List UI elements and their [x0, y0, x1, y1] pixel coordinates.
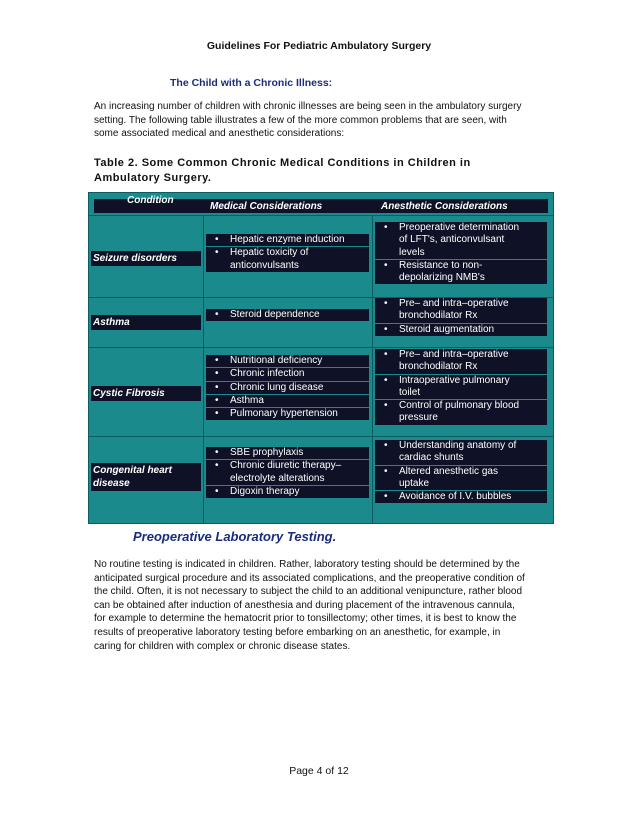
table-title-line: Table 2. Some Common Chronic Medical Conditions in Children in	[94, 157, 471, 169]
item-line: depolarizing NMB's	[399, 272, 485, 284]
item-line: Hepatic enzyme induction	[230, 234, 345, 245]
bullet-icon: •	[384, 465, 388, 477]
list-item	[375, 466, 547, 491]
list-item	[375, 440, 547, 465]
item-line: cardiac shunts	[399, 452, 464, 464]
item-line: Pulmonary hypertension	[230, 408, 338, 420]
list-item	[375, 349, 547, 374]
page-footer: Page 4 of 12	[289, 765, 349, 777]
bullet-icon: •	[384, 440, 388, 451]
bullet-icon: •	[384, 222, 388, 233]
item-line: Control of pulmonary blood	[399, 400, 520, 412]
bullet-icon: •	[384, 400, 388, 412]
condition-text: Seizure disorders	[93, 253, 177, 264]
item-line: Avoidance of I.V. bubbles	[399, 491, 512, 503]
list-item	[375, 375, 547, 400]
list-item	[375, 324, 547, 336]
intro-line: some associated medical and anesthetic considerations:	[94, 128, 345, 140]
column-divider	[203, 215, 204, 523]
body-line: results of preoperative laboratory testing before embarking on an anesthetic, for example, in	[94, 626, 501, 638]
section-subtitle: The Child with a Chronic Illness:	[170, 77, 333, 89]
bullet-icon: •	[384, 349, 388, 360]
list-item	[375, 400, 547, 425]
bullet-icon: •	[215, 408, 219, 420]
bullet-icon: •	[215, 247, 219, 259]
bullet-icon: •	[215, 309, 219, 320]
bullet-icon: •	[384, 323, 388, 335]
item-line: Chronic lung disease	[230, 381, 324, 393]
condition-cystic-fibrosis	[91, 386, 201, 401]
list-item	[206, 382, 369, 394]
body-line: No routine testing is indicated in children. Rather, laboratory testing should be determined by the	[94, 559, 520, 570]
list-item	[375, 222, 547, 259]
medical-cell	[206, 447, 369, 499]
body-line: anticipated surgical procedure and its associated complications, and the preoperative condition of	[94, 572, 525, 584]
table-title	[94, 156, 534, 185]
intro-paragraph	[94, 100, 554, 141]
condition-asthma	[91, 315, 201, 330]
medical-cell	[206, 355, 369, 421]
item-line: Pre– and intra–operative	[399, 349, 509, 360]
header-condition: Condition	[127, 195, 174, 206]
list-item	[206, 486, 369, 498]
item-line: Pre– and intra–operative	[399, 298, 509, 309]
list-item	[206, 395, 369, 407]
item-line: bronchodilator Rx	[399, 361, 478, 373]
list-item	[206, 355, 369, 367]
item-line: Chronic infection	[230, 368, 305, 380]
condition-text: Asthma	[93, 317, 130, 328]
item-line: pressure	[399, 412, 438, 424]
condition-seizure-disorders	[91, 251, 201, 266]
item-line: of LFT's, anticonvulsant	[399, 234, 505, 246]
body-line: can be obtained after induction of anesthesia and during placement of the intravenous cannula,	[94, 599, 515, 611]
item-line: Chronic diuretic therapy–	[230, 460, 342, 472]
bullet-icon: •	[215, 460, 219, 472]
item-line: toilet	[399, 386, 421, 398]
bullet-icon: •	[215, 368, 219, 380]
item-line: Asthma	[230, 394, 264, 406]
list-item	[206, 309, 369, 321]
anesthetic-cell	[375, 298, 547, 337]
bullet-icon: •	[384, 298, 388, 309]
chronic-conditions-table	[88, 192, 554, 524]
item-line: Nutritional deficiency	[230, 355, 323, 366]
row-divider	[89, 215, 553, 216]
header-medical: Medical Considerations	[210, 201, 323, 212]
list-item	[206, 460, 369, 485]
item-line: Digoxin therapy	[230, 485, 300, 497]
item-line: bronchodilator Rx	[399, 310, 478, 322]
intro-line: setting. The following table illustrates a few of the more common problems that are seen, with	[94, 114, 507, 126]
bullet-icon: •	[384, 259, 388, 271]
bullet-icon: •	[215, 355, 219, 366]
body-paragraph	[94, 558, 554, 653]
item-line: electrolyte alterations	[230, 472, 325, 484]
row-divider	[89, 436, 553, 437]
item-line: SBE prophylaxis	[230, 447, 304, 458]
anesthetic-cell	[375, 440, 547, 504]
list-item	[375, 491, 547, 503]
page-header: Guidelines For Pediatric Ambulatory Surgery	[206, 40, 432, 52]
bullet-icon: •	[215, 447, 219, 458]
item-line: Altered anesthetic gas	[399, 465, 498, 477]
item-line: Hepatic toxicity of	[230, 247, 309, 259]
row-divider	[89, 347, 553, 348]
item-line: levels	[399, 246, 425, 258]
item-line: anticonvulsants	[230, 259, 299, 271]
item-line: Steroid augmentation	[399, 323, 495, 335]
bullet-icon: •	[215, 381, 219, 393]
bullet-icon: •	[384, 491, 388, 503]
item-line: Resistance to non-	[399, 259, 483, 271]
item-line: Intraoperative pulmonary	[399, 374, 510, 386]
item-line: Steroid dependence	[230, 309, 320, 320]
list-item	[375, 298, 547, 323]
list-item	[206, 447, 369, 459]
item-line: Preoperative determination	[399, 222, 520, 233]
body-line: caring for children with complex or chronic disease states.	[94, 640, 351, 652]
table-title-line: Ambulatory Surgery.	[94, 171, 212, 184]
bullet-icon: •	[384, 374, 388, 386]
section-heading: Preoperative Laboratory Testing.	[133, 529, 337, 544]
condition-congenital-heart-disease	[91, 463, 201, 491]
list-item	[206, 247, 369, 272]
medical-cell	[206, 234, 369, 273]
column-divider	[372, 215, 373, 523]
body-line: for example to determine the hematocrit prior to tonsillectomy; other times, it is best to know the	[94, 613, 517, 625]
medical-cell	[206, 309, 369, 322]
list-item	[206, 234, 369, 246]
list-item	[206, 368, 369, 380]
bullet-icon: •	[215, 234, 219, 245]
body-line: the child. Often, it is not necessary to subject the child to an additional venipuncture, rather blood	[94, 586, 523, 598]
list-item	[206, 408, 369, 420]
condition-text: Congenital heart	[93, 465, 172, 476]
item-line: Understanding anatomy of	[399, 440, 517, 451]
intro-line: An increasing number of children with chronic illnesses are being seen in the ambulatory surgery	[94, 101, 522, 112]
anesthetic-cell	[375, 349, 547, 426]
anesthetic-cell	[375, 222, 547, 285]
condition-text: disease	[93, 478, 130, 489]
bullet-icon: •	[215, 485, 219, 497]
list-item	[375, 260, 547, 285]
header-anesthetic: Anesthetic Considerations	[381, 201, 508, 212]
bullet-icon: •	[215, 394, 219, 406]
item-line: uptake	[399, 477, 430, 489]
condition-text: Cystic Fibrosis	[93, 388, 165, 399]
